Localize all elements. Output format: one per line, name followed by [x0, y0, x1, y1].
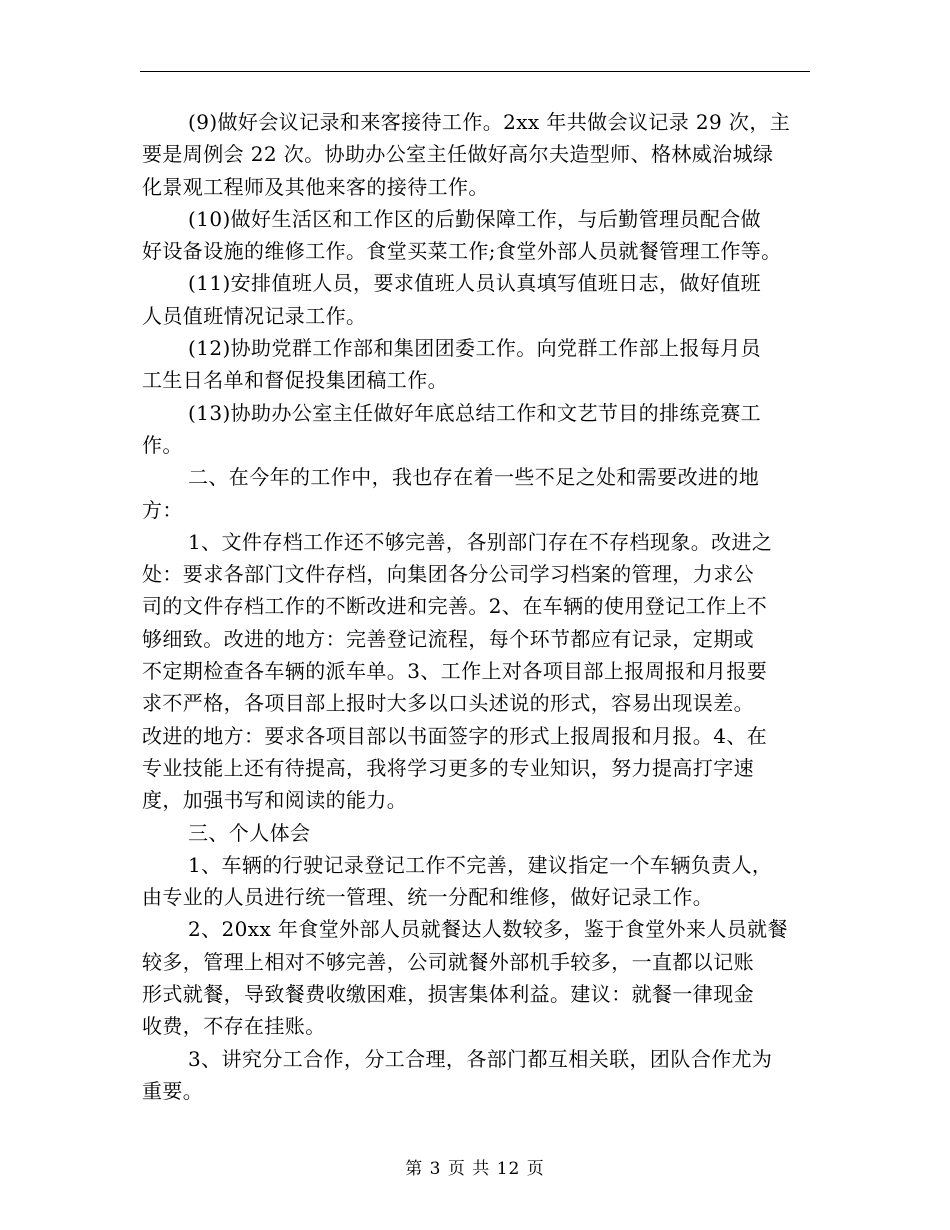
text-line: 工生日名单和督促投集团稿工作。 — [142, 368, 448, 393]
text-line: 司的文件存档工作的不断改进和完善。2、在车辆的使用登记工作上不 — [142, 594, 768, 619]
text-line: 重要。 — [142, 1078, 204, 1103]
page-footer: 第 3 页 共 12 页 — [405, 1159, 545, 1179]
text-line: 方： — [142, 497, 183, 522]
text-line: (11)安排值班人员，要求值班人员认真填写值班日志，做好值班 — [188, 271, 762, 296]
header-rule — [140, 71, 810, 72]
text-line: 处：要求各部门文件存档，向集团各分公司学习档案的管理，力求公 — [142, 562, 754, 587]
text-line: 求不严格，各项目部上报时大多以口头述说的形式，容易出现误差。 — [142, 691, 754, 716]
text-line: 好设备设施的维修工作。食堂买菜工作;食堂外部人员就餐管理工作等。 — [142, 239, 782, 264]
text-line: 够细致。改进的地方：完善登记流程，每个环节都应有记录，定期或 — [142, 626, 754, 651]
text-line: 度，加强书写和阅读的能力。 — [142, 788, 408, 813]
text-line: 形式就餐，导致餐费收缴困难，损害集体利益。建议：就餐一律现金 — [142, 982, 754, 1007]
text-line: 1、车辆的行驶记录登记工作不完善，建议指定一个车辆负责人， — [188, 852, 773, 877]
text-line: 化景观工程师及其他来客的接待工作。 — [142, 174, 489, 199]
text-line: (9)做好会议记录和来客接待工作。2xx 年共做会议记录 29 次，主 — [188, 110, 791, 134]
text-line: 较多，管理上相对不够完善，公司就餐外部机手较多，一直都以记账 — [142, 949, 754, 974]
text-line: 三、个人体会 — [188, 820, 311, 845]
text-line: (13)协助办公室主任做好年底总结工作和文艺节目的排练竞赛工 — [188, 400, 762, 425]
text-line: (10)做好生活区和工作区的后勤保障工作，与后勤管理员配合做 — [188, 206, 762, 231]
body-text — [142, 106, 814, 1107]
text-line: 2、20xx 年食堂外部人员就餐达人数较多，鉴于食堂外来人员就餐 — [188, 917, 788, 942]
text-line: 改进的地方：要求各项目部以书面签字的形式上报周报和月报。4、在 — [142, 723, 768, 748]
text-line: 二、在今年的工作中，我也存在着一些不足之处和需要改进的地 — [188, 465, 760, 490]
text-line: 要是周例会 22 次。协助办公室主任做好高尔夫造型师、格林威治城绿 — [142, 142, 774, 167]
text-line: 作。 — [142, 432, 183, 457]
text-line: 由专业的人员进行统一管理、统一分配和维修，做好记录工作。 — [142, 885, 714, 910]
text-line: 收费，不存在挂账。 — [142, 1014, 326, 1039]
text-line: 人员值班情况记录工作。 — [142, 303, 367, 328]
text-line: (12)协助党群工作部和集团团委工作。向党群工作部上报每月员 — [188, 336, 762, 361]
text-line: 1、文件存档工作还不够完善，各别部门存在不存档现象。改进之 — [188, 529, 773, 554]
text-line: 3、讲究分工合作，分工合理，各部门都互相关联，团队合作尤为 — [188, 1046, 773, 1071]
text-line: 不定期检查各车辆的派车单。3、工作上对各项目部上报周报和月报要 — [142, 659, 768, 684]
text-line: 专业技能上还有待提高，我将学习更多的专业知识，努力提高打字速 — [142, 755, 754, 780]
